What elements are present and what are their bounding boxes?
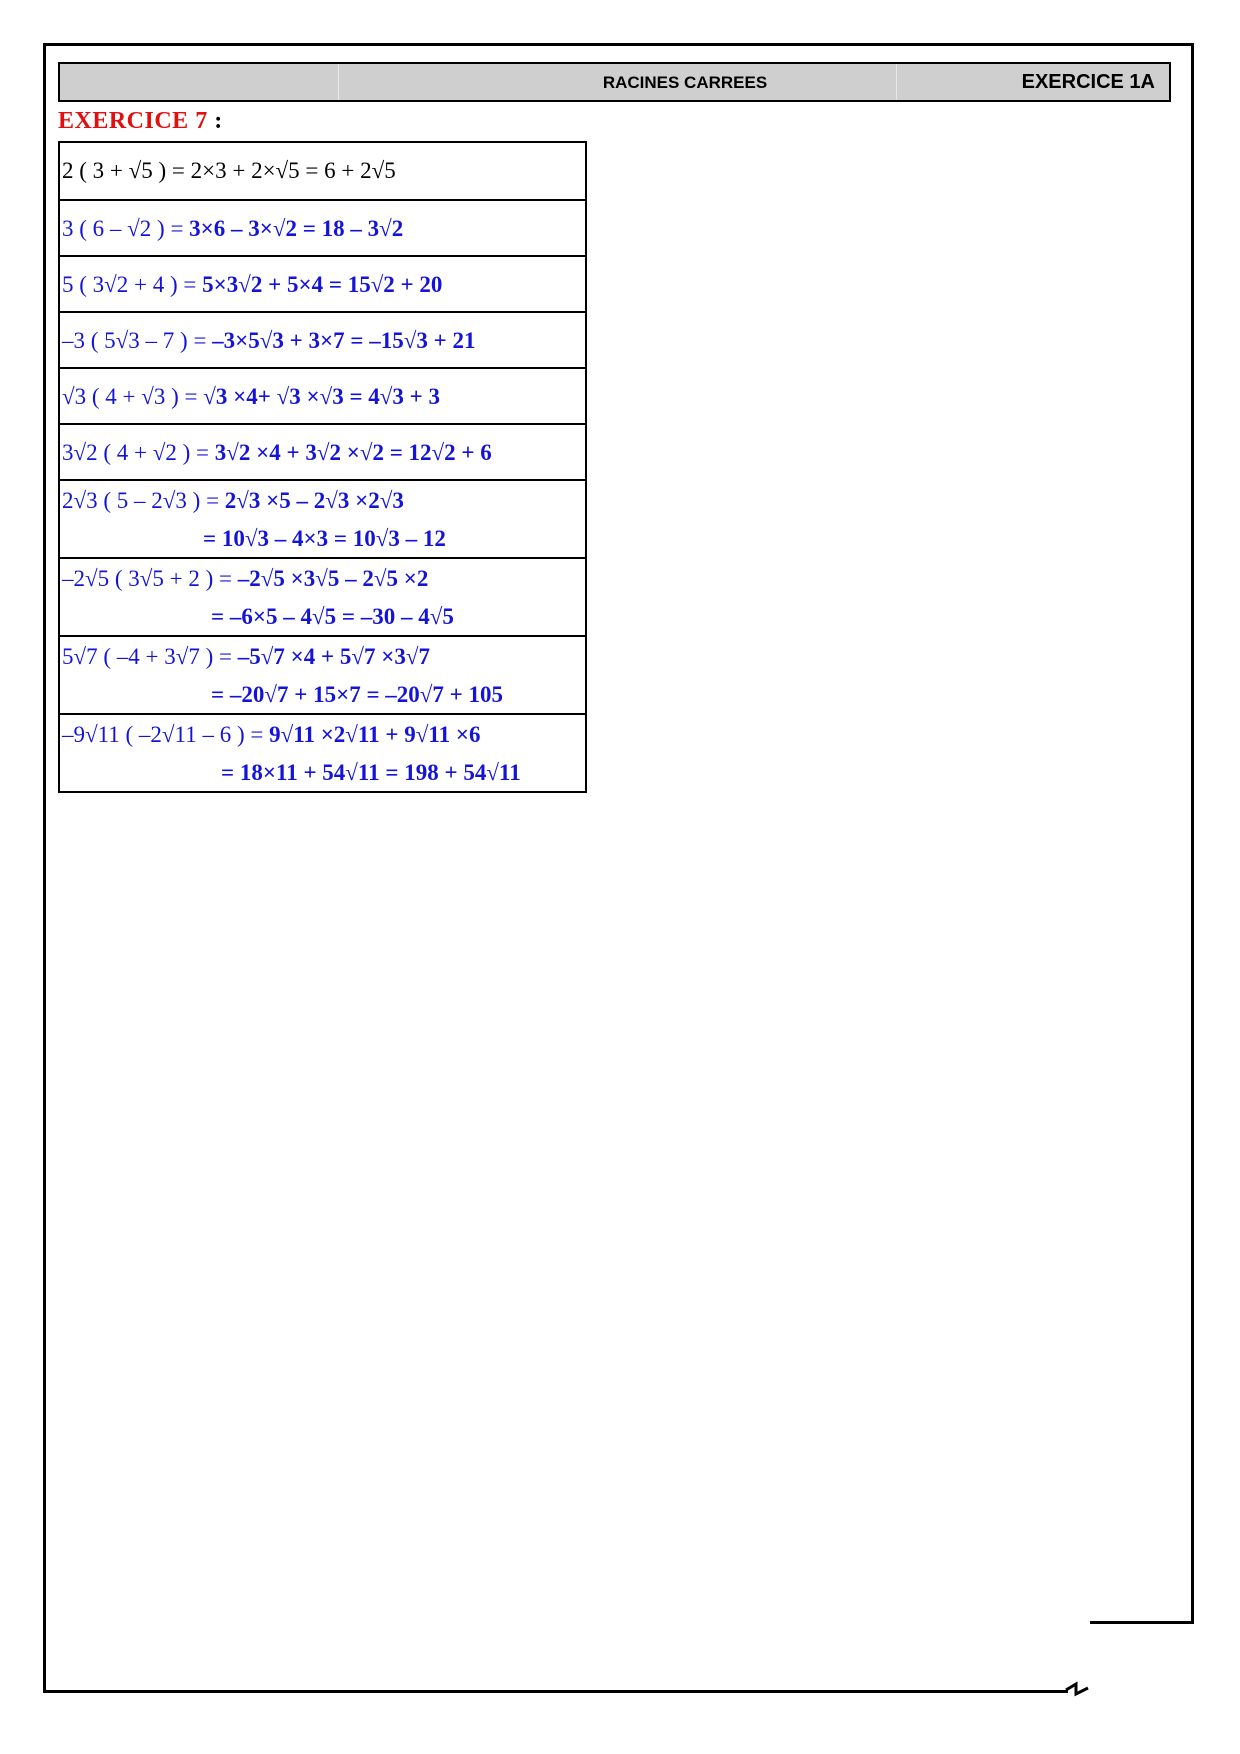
row-line xyxy=(62,378,585,416)
row-line xyxy=(62,482,585,520)
page-frame-bottom xyxy=(43,1690,1068,1693)
row-line xyxy=(62,152,585,190)
row-question: 2 ( 3 + √5 ) = xyxy=(62,158,191,183)
page-frame-left xyxy=(43,43,46,1693)
header-title: RACINES CARREES xyxy=(602,73,768,92)
row-line xyxy=(62,638,585,676)
header-divider xyxy=(338,64,339,100)
exercise-row xyxy=(60,479,585,557)
row-answer-continued: = 18×11 + 54√11 = 198 + 54√11 xyxy=(221,760,521,785)
row-answer: –2√5 ×3√5 – 2√5 ×2 xyxy=(237,566,429,591)
page-frame-right xyxy=(1191,43,1194,1623)
exercise-row xyxy=(60,311,585,367)
row-line xyxy=(62,716,585,754)
row-question: –3 ( 5√3 – 7 ) = xyxy=(62,328,213,353)
row-answer: –5√7 ×4 + 5√7 ×3√7 xyxy=(237,644,430,669)
row-question: 5√7 ( –4 + 3√7 ) = xyxy=(62,644,238,669)
row-answer-continued: = 10√3 – 4×3 = 10√3 – 12 xyxy=(203,526,446,551)
row-question: –9√11 ( –2√11 – 6 ) = xyxy=(62,722,270,747)
row-question: 3√2 ( 4 + √2 ) = xyxy=(62,440,215,465)
row-question: –2√5 ( 3√5 + 2 ) = xyxy=(62,566,238,591)
row-answer: –3×5√3 + 3×7 = –15√3 + 21 xyxy=(212,328,476,353)
row-question: 5 ( 3√2 + 4 ) = xyxy=(62,272,203,297)
corner-break-mark xyxy=(1064,1618,1098,1698)
row-question: √3 ( 4 + √3 ) = xyxy=(62,384,204,409)
row-answer: 3√2 ×4 + 3√2 ×√2 = 12√2 + 6 xyxy=(214,440,492,465)
row-question: 2√3 ( 5 – 2√3 ) = xyxy=(62,488,225,513)
row-answer: 3×6 – 3×√2 = 18 – 3√2 xyxy=(189,216,404,241)
row-answer: √3 ×4+ √3 ×√3 = 4√3 + 3 xyxy=(203,384,441,409)
row-answer: 5×3√2 + 5×4 = 15√2 + 20 xyxy=(202,272,443,297)
row-line xyxy=(62,266,585,304)
row-line xyxy=(62,322,585,360)
exercise-row xyxy=(60,423,585,479)
exercise-row xyxy=(60,713,585,791)
row-line xyxy=(62,434,585,472)
exercise-table xyxy=(58,141,587,793)
row-answer: 2×3 + 2×√5 = 6 + 2√5 xyxy=(190,158,396,183)
document-header xyxy=(58,62,1171,102)
header-divider xyxy=(896,64,897,100)
exercise-title-colon: : xyxy=(214,108,223,134)
exercise-title-text: EXERCICE 7 xyxy=(58,108,208,134)
row-answer: 9√11 ×2√11 + 9√11 ×6 xyxy=(269,722,481,747)
exercise-row xyxy=(60,367,585,423)
exercise-title xyxy=(58,108,223,135)
row-line xyxy=(62,560,585,598)
row-answer-continued: = –6×5 – 4√5 = –30 – 4√5 xyxy=(211,604,454,629)
exercise-row xyxy=(60,635,585,713)
exercise-row xyxy=(60,255,585,311)
header-reference: EXERCICE 1A xyxy=(1021,71,1155,93)
exercise-row xyxy=(60,557,585,635)
page-frame-top xyxy=(43,43,1194,46)
page-frame-step xyxy=(1090,1621,1194,1624)
row-question: 3 ( 6 – √2 ) = xyxy=(62,216,190,241)
exercise-row xyxy=(60,199,585,255)
exercise-row xyxy=(60,143,585,199)
row-line xyxy=(62,210,585,248)
row-answer-continued: = –20√7 + 15×7 = –20√7 + 105 xyxy=(211,682,504,707)
row-answer: 2√3 ×5 – 2√3 ×2√3 xyxy=(224,488,404,513)
